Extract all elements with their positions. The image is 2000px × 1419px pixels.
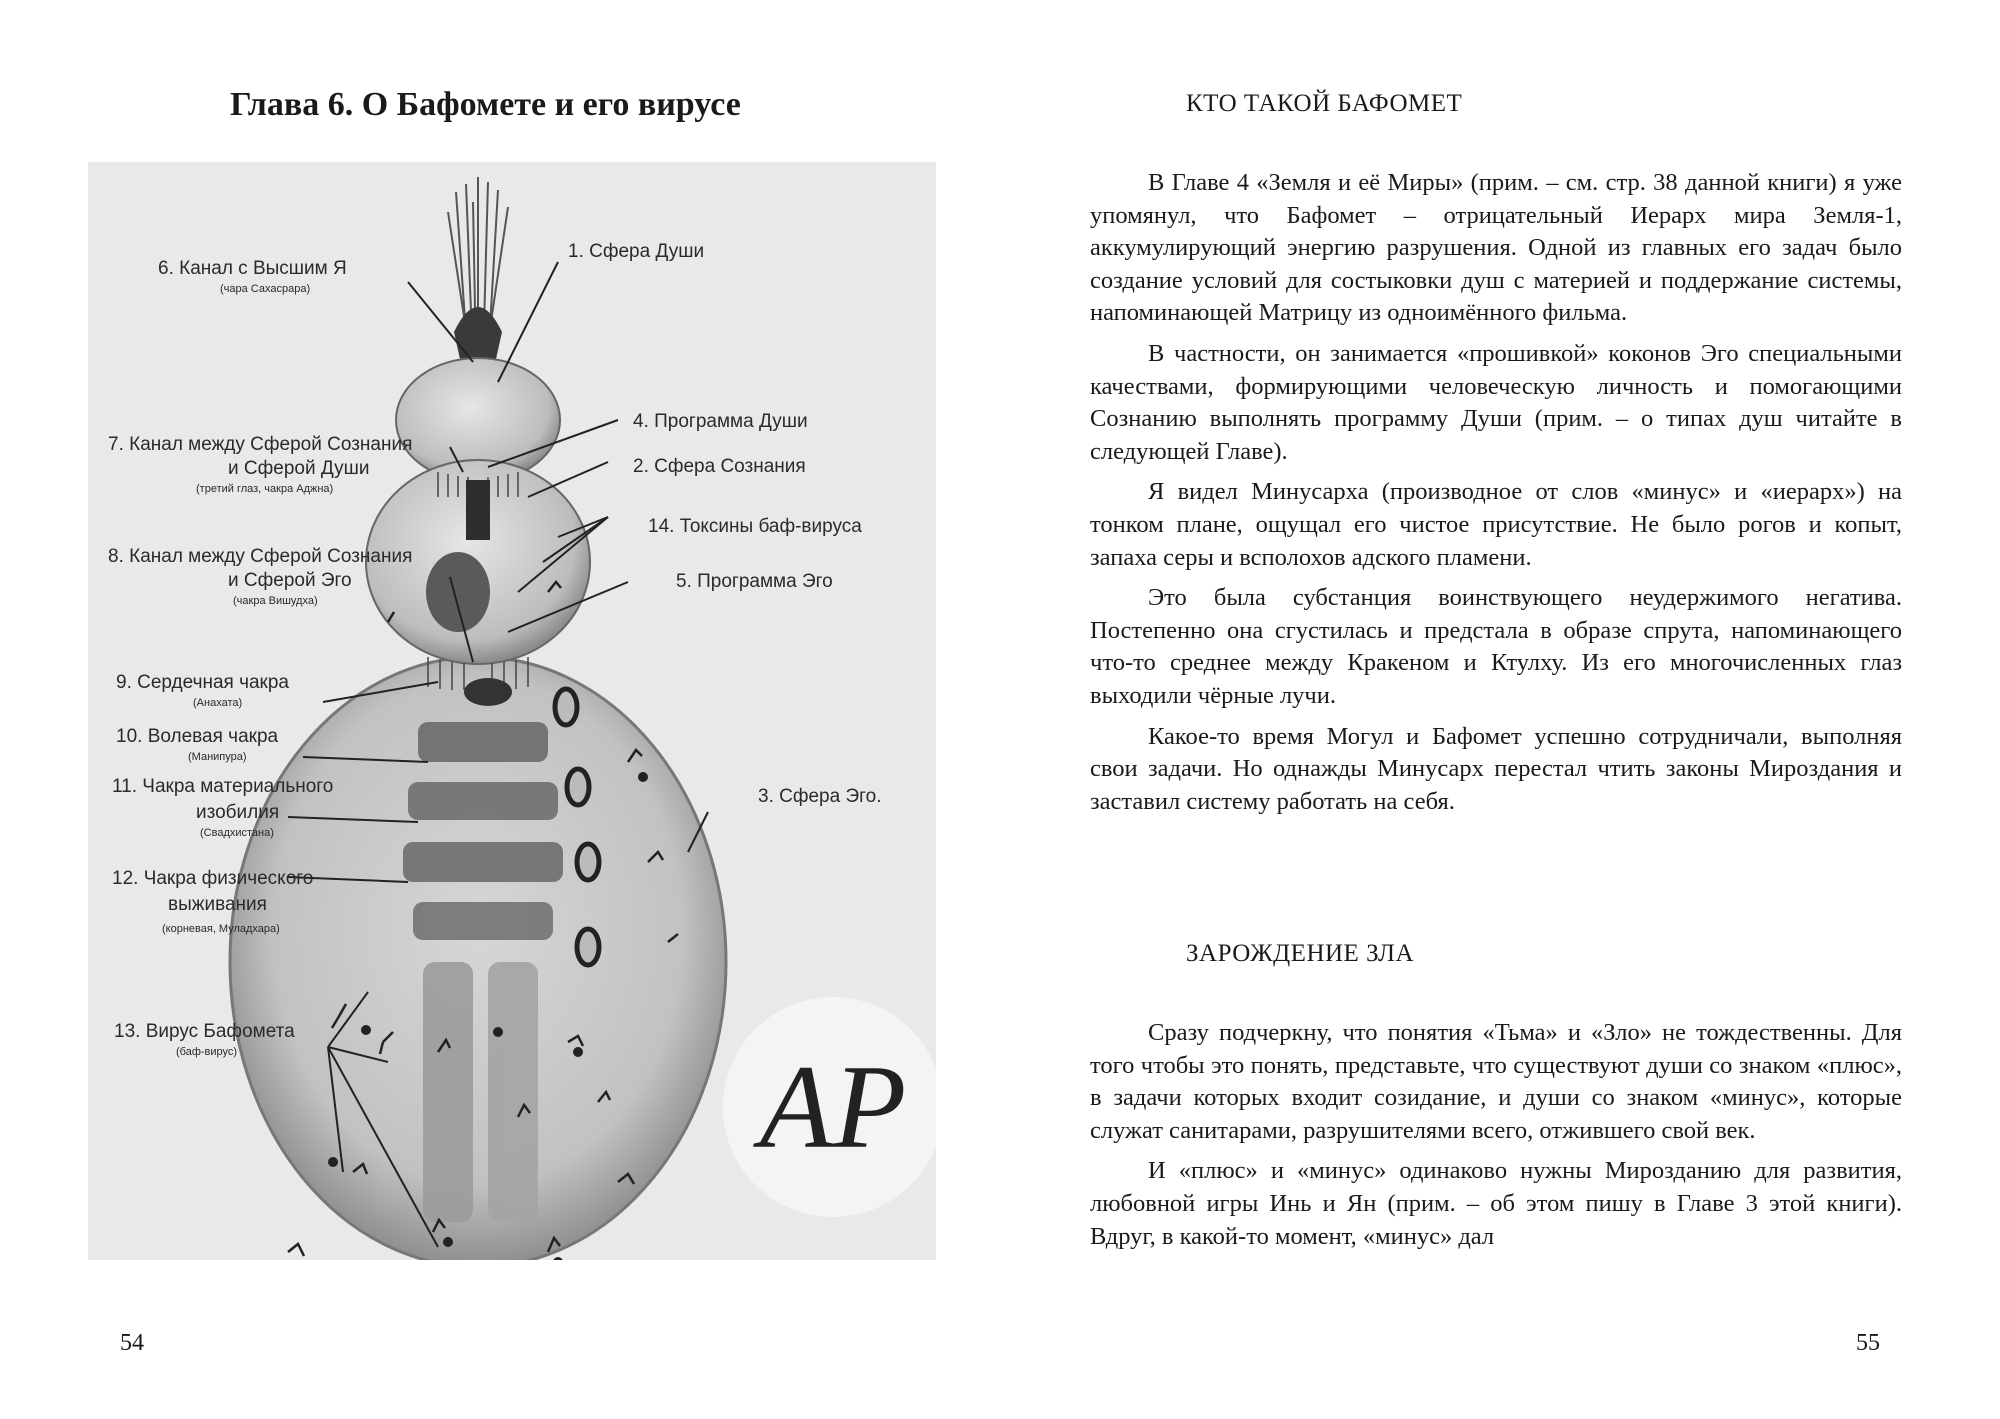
section-heading-origin-of-evil: ЗАРОЖДЕНИЕ ЗЛА — [1186, 940, 1415, 967]
label-9: 9. Сердечная чакра — [116, 672, 290, 693]
diagram-svg — [88, 162, 936, 1260]
paragraph: Я видел Минусарха (производное от слов «минус» и «иерарх») на тонком плане, ощущал его чистое присутствие. Не было рогов и копыт, запаха серы и всполохов адского пламени. — [1090, 478, 1902, 571]
head-figure — [426, 552, 490, 632]
chakra-diagram-illustration — [88, 162, 936, 1260]
paragraph: В Главе 4 «Земля и её Миры» (прим. – см. стр. 38 данной книги) я уже упомянул, что Бафомет – отрицательный Иерарх мира Земля-1, аккумулирующий энергию разрушения. Одной из главных его задач было создание условий для состыковки душ с материей и поддержание системы, напоминающей Матрицу из одноимённого фильма. — [1090, 169, 1902, 327]
chapter-title: Глава 6. О Бафомете и его вирусе — [230, 86, 741, 123]
label-1: 1. Сфера Души — [568, 241, 705, 262]
label-11-sub: (Свадхистана) — [200, 827, 274, 839]
logo-monogram: АР — [759, 1040, 907, 1173]
label-2: 2. Сфера Сознания — [633, 456, 806, 477]
label-12b: выживания — [168, 894, 267, 915]
label-8-sub: (чакра Вишудха) — [233, 595, 318, 607]
label-4: 4. Программа Души — [633, 411, 808, 432]
label-8a: 8. Канал между Сферой Сознания — [108, 546, 413, 567]
label-5: 5. Программа Эго — [676, 571, 833, 592]
label-3: 3. Сфера Эго. — [758, 786, 882, 807]
paragraph: Сразу подчеркну, что понятия «Тьма» и «Зло» не тождественны. Для того чтобы это понять, представьте, что существуют души со знаком «плюс», в задачи которых входит созидание, и души со знаком «минус», которые служат санитарами, разрушителями всего, отжившего свой век. — [1090, 1019, 1902, 1144]
label-7-sub: (третий глаз, чакра Аджна) — [196, 483, 334, 495]
paragraph: Это была субстанция воинствующего неудержимого негатива. Постепенно она сгустилась и предстала в образе спрута, напоминающего что-то среднее между Кракеном и Ктулху. Из его многочисленных глаз выходили чёрные лучи. — [1090, 584, 1902, 709]
label-10-sub: (Манипура) — [188, 751, 247, 763]
paragraph: И «плюс» и «минус» одинаково нужны Мирозданию для развития, любовной игры Инь и Ян (прим. – об этом пишу в Главе 3 этой книги). Вдруг, в какой-то момент, «минус» дал — [1090, 1157, 1902, 1250]
label-7b: и Сферой Души — [228, 458, 370, 479]
ego-program — [464, 678, 512, 706]
label-10: 10. Волевая чакра — [116, 726, 279, 747]
section-heading-who-is-baphomet: КТО ТАКОЙ БАФОМЕТ — [1186, 90, 1463, 117]
soul-program — [466, 480, 490, 540]
label-12a: 12. Чакра физического — [112, 868, 314, 889]
section1-text — [1090, 167, 1902, 826]
label-7a: 7. Канал между Сферой Сознания — [108, 434, 413, 455]
label-9-sub: (Анахата) — [193, 697, 243, 709]
label-11a: 11. Чакра материального — [112, 776, 334, 797]
label-14: 14. Токсины баф-вируса — [648, 516, 862, 537]
page-number-left: 54 — [120, 1330, 144, 1356]
right-page — [1000, 0, 2000, 1419]
paragraph: В частности, он занимается «прошивкой» коконов Эго специальными качествами, формирующими человеческую личность и помогающими Сознанию выполнять программу Души (прим. – о типах душ читайте в следующей Главе). — [1090, 339, 1902, 465]
label-6-sub: (чара Сахасрара) — [220, 283, 311, 295]
label-13: 13. Вирус Бафомета — [114, 1021, 295, 1042]
label-11b: изобилия — [196, 802, 280, 823]
paragraph: Какое-то время Могул и Бафомет успешно сотрудничали, выполняя свои задачи. Но однажды Минусарх перестал чтить законы Мироздания и заставил систему работать на себя. — [1090, 722, 1902, 815]
section2-text — [1090, 1017, 1902, 1261]
label-6: 6. Канал с Высшим Я — [158, 258, 347, 279]
label-13-sub: (баф-вирус) — [176, 1046, 238, 1058]
page-number-right: 55 — [1856, 1330, 1880, 1356]
label-8b: и Сферой Эго — [228, 570, 352, 591]
label-12-sub: (корневая, Муладхара) — [162, 923, 280, 935]
